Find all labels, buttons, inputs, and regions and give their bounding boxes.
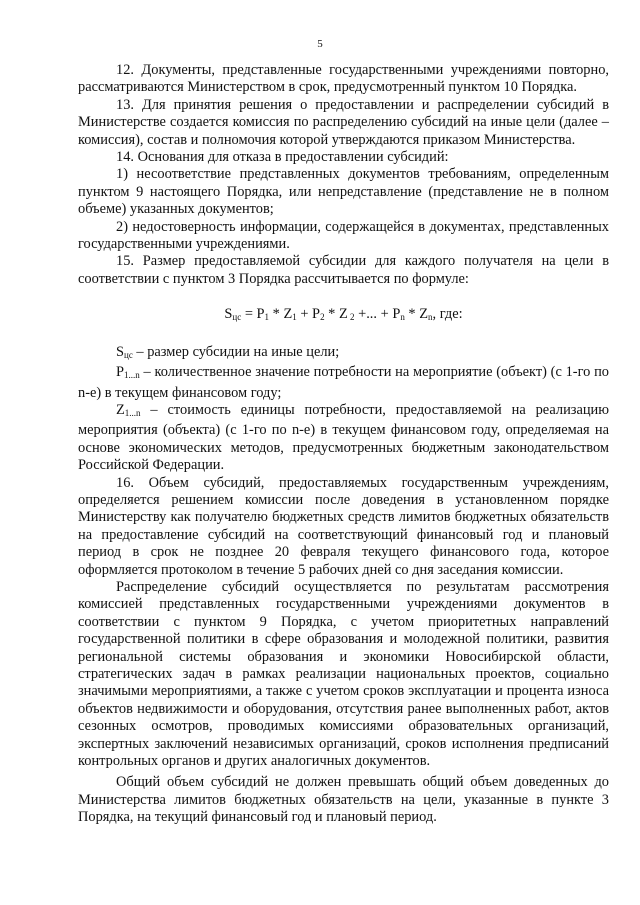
paragraph-13: 13. Для принятия решения о предоставлении и распределении субсидий в Министерстве создается комиссия по распределению субсидий на иные цели (далее – комиссия), состав и полномочия которой утверждаются приказом Министерства. xyxy=(78,96,609,148)
paragraph-total-limit: Общий объем субсидий не должен превышать общий объем доведенных до Министерства лимитов бюджетных обязательств на цели, указанные в пункте 3 Порядка, на текущий финансовый год и плановый период. xyxy=(78,774,609,826)
paragraph-14-item-1: 1) несоответствие представленных документов требованиям, определенным пунктом 9 настоящего Порядка, или непредставление (представление не в полном объеме) указанных документов; xyxy=(78,166,609,218)
formula-lhs: S xyxy=(224,306,233,323)
paragraph-16: 16. Объем субсидий, предоставляемых государственным учреждениям, определяется решением комиссии после доведения в установленном порядке Министерству как получателю бюджетных средств лимитов бюджетных обязательств на предоставление субсидий на соответствующий финансовый год и плановый период в срок не позднее 20 февраля текущего финансового года, которое оформляется протоколом в течение 5 рабочих дней со дня заседания комиссии. xyxy=(78,474,609,578)
formula-mid: +... + P xyxy=(354,306,401,323)
definition-z xyxy=(78,402,609,475)
formula-tail: , где: xyxy=(432,306,463,323)
subsidy-formula xyxy=(78,306,609,326)
formula-p2-sub: 2 xyxy=(320,312,325,323)
definition-s-text: – размер субсидии на иные цели; xyxy=(132,343,340,360)
formula-lhs-sub: цс xyxy=(232,312,242,323)
definition-z-symbol: Z xyxy=(116,401,125,418)
definition-z-text: – стоимость единицы потребности, предоставляемой на реализацию мероприятия (объекта) (с 1-го по n-е) в текущем финансовом году, определяемая на основе экономических методов, предусмотренных бюджетным законодательством Российской Федерации. xyxy=(78,401,609,474)
definition-p-symbol: P xyxy=(116,364,125,381)
definition-s-sub: цс xyxy=(124,349,133,360)
definition-p-sub: 1...n xyxy=(124,370,140,381)
formula-z2-sub: 2 xyxy=(347,312,355,323)
formula-zn: * Z xyxy=(404,306,429,323)
paragraph-distribution: Распределение субсидий осуществляется по результатам рассмотрения комиссией представленных государственными учреждениями документов в соответствии с пунктом 9 Порядка, с учетом приоритетных направлений государственной политики в сфере образования и молодежной политики, развития региональной системы образования и экономики Новосибирской области, стратегических задач в рамках реализации национальных проектов, социально значимыми мероприятиями, а также с учетом сроков эксплуатации и процента износа объектов недвижимости и оборудования, отсутствия ранее выполненных работ, актов сезонных осмотров, проводимых комиссиями образовательных организаций, экспертных заключений независимых организаций, сроков исполнения предписаний контрольных органов и других аналогичных документов. xyxy=(78,578,609,770)
formula-z2: * Z xyxy=(324,306,348,323)
page-number: 5 xyxy=(317,38,323,50)
definition-p-text: – количественное значение потребности на мероприятие (объект) (с 1-го по n-е) в текущем финансовом году; xyxy=(78,364,609,401)
formula-p2: + P xyxy=(296,306,321,323)
paragraph-14: 14. Основания для отказа в предоставлении субсидий: xyxy=(116,149,449,166)
paragraph-14-item-2: 2) недостоверность информации, содержащейся в документах, представленных государственными учреждениями. xyxy=(78,218,609,253)
formula-zn-sub: n xyxy=(428,312,433,323)
formula-z1-sub: 1 xyxy=(292,312,297,323)
paragraph-12: 12. Документы, представленные государственными учреждениями повторно, рассматриваются Министерством в срок, предусмотренный пунктом 10 Порядка. xyxy=(78,62,609,96)
formula-pn-sub: n xyxy=(400,312,405,323)
formula-p1-sub: 1 xyxy=(264,312,270,323)
formula-z1: * Z xyxy=(269,306,293,323)
document-body xyxy=(78,62,609,827)
definition-z-sub: 1...n xyxy=(124,407,141,418)
definition-s xyxy=(78,344,609,364)
paragraph-15: 15. Размер предоставляемой субсидии для каждого получателя на цели в соответствии с пунктом 3 Порядка рассчитывается по формуле: xyxy=(78,253,609,287)
formula-eq: = P xyxy=(241,306,265,323)
definition-s-symbol: S xyxy=(116,343,125,360)
definition-p xyxy=(78,364,609,402)
